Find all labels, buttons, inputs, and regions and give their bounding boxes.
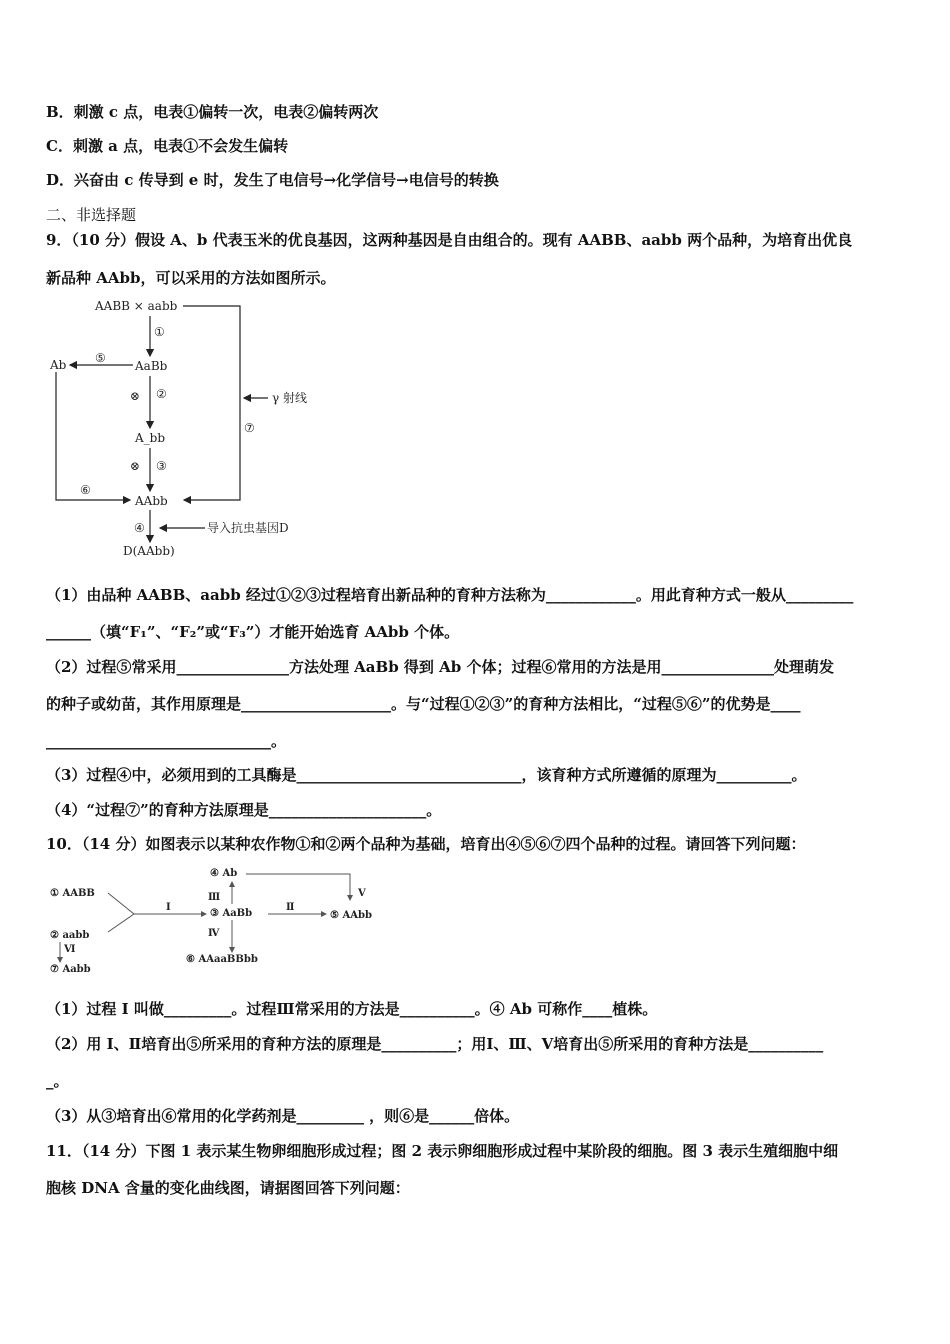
q10-fig-s3: Ⅲ (208, 892, 221, 903)
q9-stem-line2: 新品种 AAbb，可以采用的方法如图所示。 (46, 269, 336, 287)
q9-fig-step6: ⑥ (80, 483, 91, 497)
q10-fig-n3: ③ AaBb (210, 908, 253, 919)
q9-part2-line1: （2）过程⑤常采用_______________方法处理 AaBb 得到 Ab 个体；过程⑥常用的方法是用_______________处理萌发 (46, 658, 834, 676)
q10-fig-s2: Ⅱ (286, 902, 295, 913)
option-b: B．刺激 c 点，电表①偏转一次，电表②偏转两次 (46, 103, 379, 121)
q9-fig-import-gene: 导入抗虫基因D (207, 521, 289, 535)
q9-breeding-diagram (40, 292, 340, 567)
q9-part3: （3）过程④中，必须用到的工具酶是______________________________，该育种方式所遵循的原理为__________。 (46, 766, 807, 784)
q9-fig-step2: ② (156, 387, 167, 401)
q9-fig-step3: ③ (156, 459, 167, 473)
q9-fig-selfcross-1: ⊗ (130, 389, 141, 403)
q11-stem-line1: 11．（14 分）下图 1 表示某生物卵细胞形成过程；图 2 表示卵细胞形成过程中某阶段的细胞。图 3 表示生殖细胞中细 (46, 1142, 839, 1160)
option-d: D．兴奋由 c 传导到 e 时，发生了电信号→化学信号→电信号的转换 (46, 171, 499, 189)
q10-fig-n2: ② aabb (50, 930, 90, 941)
q9-part2-line2: 的种子或幼苗，其作用原理是____________________。与“过程①②③”的育种方法相比，“过程⑤⑥”的优势是____ (46, 695, 801, 713)
q10-part2-line1: （2）用 I、Ⅱ培育出⑤所采用的育种方法的原理是__________；用Ⅰ、Ⅲ、Ⅴ培育出⑤所采用的育种方法是__________ (46, 1035, 824, 1053)
q10-fig-n4: ④ Ab (210, 868, 238, 879)
q10-part2-line2: _。 (46, 1072, 69, 1090)
q10-fig-n1: ① AABB (50, 888, 95, 899)
q9-stem-line1: 9．（10 分）假设 A、b 代表玉米的优良基因，这两种基因是自由组合的。现有 AABB、aabb 两个品种，为培育出优良 (46, 231, 853, 249)
q9-part1-line2: ______（填“F₁”、“F₂”或“F₃”）才能开始选育 AAbb 个体。 (46, 623, 460, 641)
q9-fig-a-bb: A_bb (135, 431, 166, 445)
q9-fig-f1: AaBb (135, 359, 168, 373)
q10-stem: 10．（14 分）如图表示以某种农作物①和②两个品种为基础，培育出④⑤⑥⑦四个品种的过程。请回答下列问题： (46, 835, 806, 853)
q9-fig-selfcross-2: ⊗ (130, 459, 141, 473)
q10-fig-s4: Ⅳ (208, 928, 220, 939)
q9-fig-parents: AABB × aabb (95, 299, 178, 313)
q10-breeding-diagram (46, 860, 386, 980)
q9-fig-target: AAbb (135, 494, 168, 508)
q9-fig-ab: Ab (50, 358, 67, 372)
q9-fig-step4: ④ (134, 521, 145, 535)
q11-stem-line2: 胞核 DNA 含量的变化曲线图，请据图回答下列问题： (46, 1179, 410, 1197)
q10-fig-s6: Ⅵ (64, 944, 76, 955)
q9-part1-line1: （1）由品种 AABB、aabb 经过①②③过程培育出新品种的育种方法称为____________。用此育种方式一般从_________ (46, 586, 854, 604)
option-c: C．刺激 a 点，电表①不会发生偏转 (46, 137, 289, 155)
q10-fig-n7: ⑦ Aabb (50, 964, 91, 975)
q9-part2-line3: ______________________________。 (46, 732, 287, 750)
section-title: 二、非选择题 (46, 206, 137, 224)
q9-fig-step7: ⑦ (244, 421, 255, 435)
q9-fig-step1: ① (154, 325, 165, 339)
q9-fig-gamma: γ 射线 (272, 391, 307, 405)
q9-part4: （4）“过程⑦”的育种方法原理是_____________________。 (46, 801, 442, 819)
q9-fig-step5: ⑤ (95, 351, 106, 365)
q10-fig-n6: ⑥ AAaaBBbb (186, 954, 258, 965)
q10-fig-s1: I (166, 902, 171, 913)
q10-part3: （3）从③培育出⑥常用的化学药剂是_________ ，则⑥是______倍体。 (46, 1107, 520, 1125)
q10-part1: （1）过程 I 叫做_________。过程Ⅲ常采用的方法是__________。④ Ab 可称作____植株。 (46, 1000, 658, 1018)
q10-fig-n5: ⑤ AAbb (330, 910, 372, 921)
q10-fig-s5: Ⅴ (358, 888, 366, 899)
q9-fig-d-product: D(AAbb) (123, 544, 175, 558)
